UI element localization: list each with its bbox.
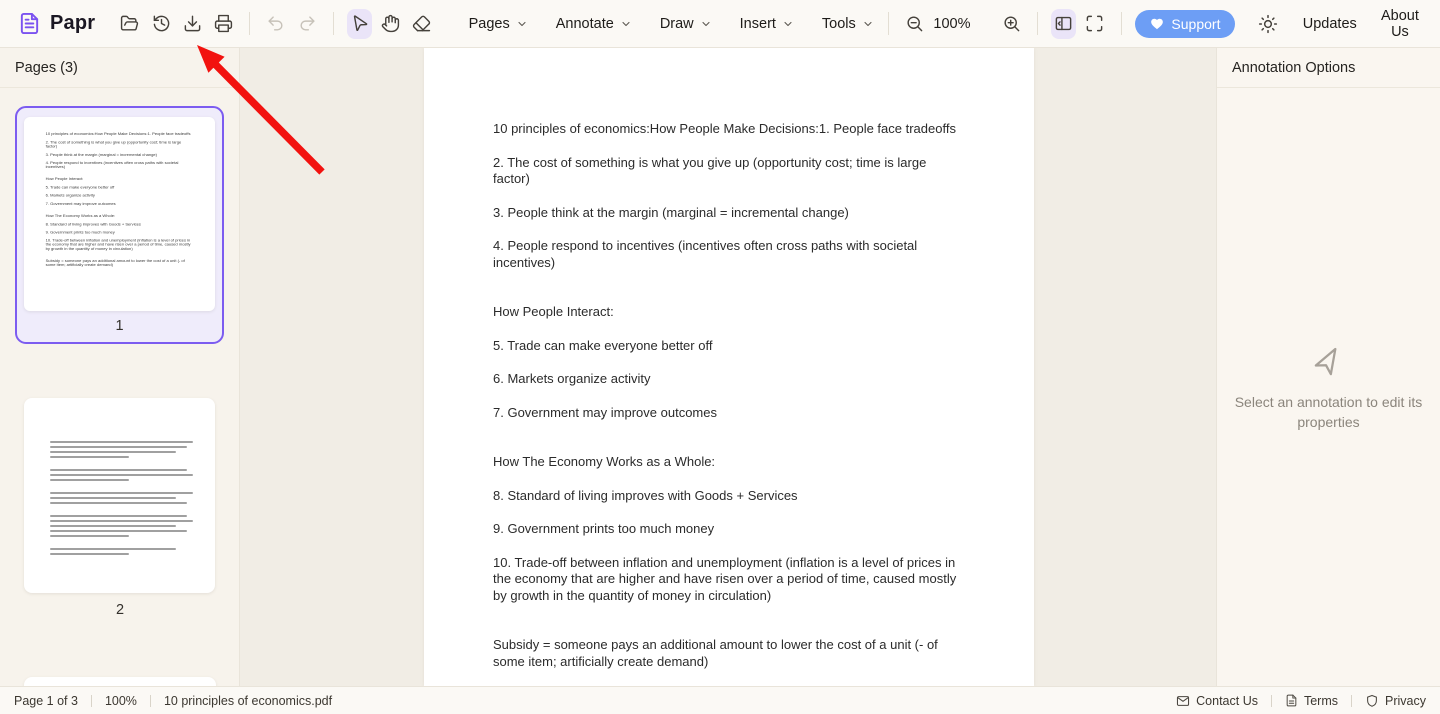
pages-sidebar	[0, 48, 240, 686]
status-bar	[0, 686, 1440, 714]
annotation-options-panel	[1216, 48, 1440, 686]
chevron-left-icon	[210, 61, 223, 74]
chevron-down-icon	[862, 18, 874, 30]
thumbnail-preview: 10 principles of economics:How People Make Decisions:1. People face tradeoffs 2. The cost of something is what you give up (opportunity cost; time is large factor) 3. People think at the margin (marginal = incremental change) 4. People respond to incentives (incentives often cross paths with societal incentives) How People Interact: 5. Trade can make everyone better off 6. Markets organize activity 7. Government may improve outcomes How The Economy Works as a Whole: 8. Standard of living improves with Goods + Services 9. Government prints too much money 10. Trade-off between inflation and unemployment (inflation is a level of prices in the economy that are higher and have risen over a period of time, caused mostly by growth in the quantity of money in circulation) Subsidy = someone pays an additional amount to lower the cost of a unit (- of some item; artificially create demand)	[24, 117, 215, 311]
select-tool-button[interactable]	[347, 9, 372, 39]
mail-icon	[1176, 694, 1190, 708]
print-button[interactable]	[211, 9, 236, 39]
zoom-level: 100%	[933, 15, 971, 32]
page-thumbnail-1[interactable]	[15, 106, 224, 344]
brand	[18, 12, 95, 35]
menu-tools[interactable]: Tools	[808, 10, 888, 38]
history-button[interactable]	[149, 9, 174, 39]
menu-insert[interactable]: Insert	[726, 10, 808, 38]
theme-toggle-button[interactable]	[1255, 9, 1280, 39]
toolbar-divider	[249, 12, 250, 35]
chevron-down-icon	[516, 18, 528, 30]
pan-tool-button[interactable]	[378, 9, 403, 39]
eraser-tool-button[interactable]	[409, 9, 434, 39]
menu-draw[interactable]: Draw	[646, 10, 726, 38]
annotation-panel-title: Annotation Options	[1232, 59, 1356, 76]
document-canvas[interactable]	[241, 48, 1216, 686]
app-logo-icon	[18, 12, 41, 35]
page-thumbnail-3[interactable]	[24, 677, 216, 686]
heart-icon	[1150, 17, 1164, 31]
collapse-sidebar-button[interactable]	[208, 59, 225, 76]
menu-annotate[interactable]: Annotate	[542, 10, 646, 38]
sun-icon	[1258, 14, 1278, 34]
zoom-out-button[interactable]	[902, 9, 927, 39]
pdf-page-1[interactable]	[424, 48, 1034, 686]
page-text: 10 principles of economics:How People Make Decisions:1. People face tradeoffs 2. The cost of something is what you give up (opportunity cost; time is large factor) 3. People think at the margin (marginal = incremental change) 4. People respond to incentives (incentives often cross paths with societal incentives) How People Interact: 5. Trade can make everyone better off 6. Markets organize activity 7. Government may improve outcomes How The Economy Works as a Whole: 8. Standard of living improves with Goods + Services 9. Government prints too much money 10. Trade-off between inflation and unemployment (inflation is a level of prices in the economy that are higher and have risen over a period of time, caused mostly by growth in the quantity of money in circulation) Subsidy = someone pays an additional amount to lower the cost of a unit (- of some item; artificially create demand)	[493, 121, 957, 669]
menu-bar	[455, 10, 888, 38]
app-name: Papr	[50, 12, 96, 34]
updates-link[interactable]: Updates	[1294, 10, 1366, 38]
sidebar-header	[0, 48, 239, 88]
thumbnail-page-number: 1	[115, 318, 124, 334]
toolbar-divider	[1037, 12, 1038, 35]
redo-button[interactable]	[295, 9, 320, 39]
top-toolbar	[0, 0, 1440, 48]
filename: 10 principles of economics.pdf	[163, 693, 333, 708]
toolbar-divider	[333, 12, 334, 35]
annotation-empty-state	[1217, 344, 1440, 432]
page-thumbnail-2[interactable]	[24, 398, 216, 618]
menu-pages[interactable]: Pages	[455, 10, 542, 38]
support-button[interactable]: Support	[1135, 10, 1235, 38]
about-us-link[interactable]: About Us	[1366, 2, 1425, 46]
thumbnail-preview	[24, 398, 215, 593]
download-button[interactable]	[180, 9, 205, 39]
zoom-in-button[interactable]	[999, 9, 1024, 39]
privacy-link[interactable]: Privacy	[1365, 694, 1426, 708]
shield-icon	[1365, 694, 1379, 708]
chevron-down-icon	[620, 18, 632, 30]
chevron-down-icon	[700, 18, 712, 30]
toolbar-divider	[888, 12, 889, 35]
thumbnail-page-number: 2	[115, 602, 125, 618]
document-icon	[1285, 694, 1298, 707]
cursor-icon	[1307, 338, 1351, 382]
open-file-button[interactable]	[117, 9, 142, 39]
zoom-indicator: 100%	[104, 693, 137, 708]
annotation-panel-header	[1217, 48, 1440, 88]
toolbar-divider	[1121, 12, 1122, 35]
annotation-empty-text: Select an annotation to edit its properties	[1234, 394, 1423, 430]
page-indicator: Page 1 of 3	[14, 693, 78, 708]
sidebar-title: Pages (3)	[15, 59, 78, 76]
undo-button[interactable]	[263, 9, 288, 39]
contact-us-link[interactable]: Contact Us	[1176, 694, 1258, 708]
chevron-down-icon	[782, 18, 794, 30]
toggle-sidebar-button[interactable]	[1051, 9, 1076, 39]
fullscreen-button[interactable]	[1082, 9, 1107, 39]
terms-link[interactable]: Terms	[1285, 694, 1338, 708]
